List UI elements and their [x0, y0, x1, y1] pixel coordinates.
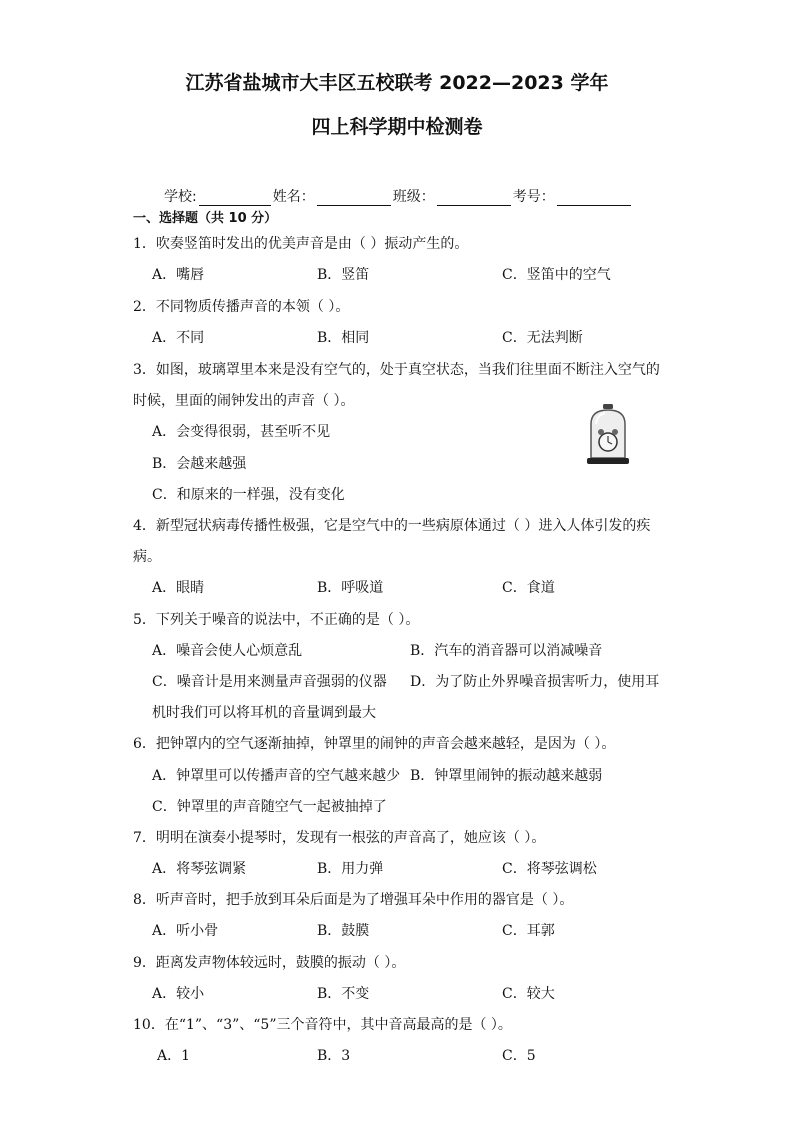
question-7-stem: 7．明明在演奏小提琴时，发现有一根弦的声音高了，她应该（ ）。	[133, 830, 546, 846]
question-3-stem: 3．如图，玻璃罩里本来是没有空气的，处于真空状态，当我们往里面不断注入空气的	[133, 362, 660, 378]
exam-title-line2: 四上科学期中检测卷	[311, 116, 483, 138]
q10-option-c[interactable]: C．5	[502, 1048, 536, 1064]
q8-option-c[interactable]: C．耳郭	[502, 923, 555, 939]
section-heading: 一、选择题（共 10 分）	[133, 211, 278, 226]
question-1-stem: 1．吹奏竖笛时发出的优美声音是由（ ）振动产生的。	[133, 236, 469, 252]
q2-option-c[interactable]: C．无法判断	[502, 330, 583, 346]
q4-option-a[interactable]: A．眼睛	[152, 580, 205, 596]
q9-option-c[interactable]: C．较大	[502, 986, 555, 1002]
question-9-stem: 9．距离发声物体较远时，鼓膜的振动（ ）。	[133, 955, 406, 971]
q10-option-a[interactable]: A．1	[157, 1048, 191, 1064]
q1-option-c[interactable]: C．竖笛中的空气	[502, 267, 611, 283]
q6-option-b[interactable]: B．钟罩里闹钟的振动越来越弱	[410, 768, 603, 784]
question-2-stem: 2．不同物质传播声音的本领（ ）。	[133, 299, 350, 315]
q9-option-b[interactable]: B．不变	[317, 986, 370, 1002]
q4-option-b[interactable]: B．呼吸道	[317, 580, 384, 596]
q5-option-d-cont: 机时我们可以将耳机的音量调到最大	[152, 705, 376, 721]
question-4-stem-cont: 病。	[133, 549, 161, 565]
question-5-stem: 5．下列关于噪音的说法中，不正确的是（ ）。	[133, 612, 420, 628]
exam-title-line1: 江苏省盐城市大丰区五校联考 2022—2023 学年	[185, 72, 609, 94]
q5-option-a[interactable]: A．噪音会使人心烦意乱	[152, 643, 303, 659]
q8-option-b[interactable]: B．鼓膜	[317, 923, 370, 939]
q6-option-a[interactable]: A．钟罩里可以传播声音的空气越来越少	[152, 768, 401, 784]
name-blank[interactable]	[317, 191, 391, 206]
student-info-row	[164, 186, 633, 206]
school-label: 学校:	[164, 189, 197, 205]
class-blank[interactable]	[437, 191, 511, 206]
question-3-stem-cont: 时候，里面的闹钟发出的声音（ ）。	[133, 393, 355, 409]
question-4-stem: 4．新型冠状病毒传播性极强，它是空气中的一些病原体通过（ ）进入人体引发的疾	[133, 518, 651, 534]
q5-option-c[interactable]: C．噪音计是用来测量声音强弱的仪器	[152, 674, 387, 690]
q4-option-c[interactable]: C．食道	[502, 580, 555, 596]
question-10-stem: 10．在“1”、“3”、“5”三个音符中，其中音高最高的是（ ）。	[133, 1017, 512, 1033]
q6-option-c[interactable]: C．钟罩里的声音随空气一起被抽掉了	[152, 799, 387, 815]
number-blank[interactable]	[557, 191, 631, 206]
q3-option-a[interactable]: A．会变得很弱，甚至听不见	[152, 424, 331, 440]
q8-option-a[interactable]: A．听小骨	[152, 923, 219, 939]
q5-option-d[interactable]: D．为了防止外界噪音损害听力，使用耳	[410, 674, 660, 690]
q3-option-b[interactable]: B．会越来越强	[152, 456, 247, 472]
q7-option-b[interactable]: B．用力弹	[317, 861, 384, 877]
q7-option-a[interactable]: A．将琴弦调紧	[152, 861, 247, 877]
q5-option-b[interactable]: B．汽车的消音器可以消减噪音	[410, 643, 603, 659]
q10-option-b[interactable]: B．3	[317, 1048, 351, 1064]
class-label: 班级：	[392, 189, 435, 205]
bell-jar-alarm-clock-image	[585, 402, 631, 466]
name-label: 姓名：	[272, 189, 315, 205]
question-6-stem: 6．把钟罩内的空气逐渐抽掉，钟罩里的闹钟的声音会越来越轻，是因为（ ）。	[133, 736, 616, 752]
q1-option-b[interactable]: B．竖笛	[317, 267, 370, 283]
question-8-stem: 8．听声音时，把手放到耳朵后面是为了增强耳朵中作用的器官是（ ）。	[133, 892, 574, 908]
school-blank[interactable]	[199, 191, 271, 206]
q7-option-c[interactable]: C．将琴弦调松	[502, 861, 597, 877]
q1-option-a[interactable]: A．嘴唇	[152, 267, 205, 283]
q2-option-a[interactable]: A．不同	[152, 330, 205, 346]
number-label: 考号：	[512, 189, 555, 205]
q9-option-a[interactable]: A．较小	[152, 986, 205, 1002]
q2-option-b[interactable]: B．相同	[317, 330, 370, 346]
q3-option-c[interactable]: C．和原来的一样强，没有变化	[152, 487, 345, 503]
